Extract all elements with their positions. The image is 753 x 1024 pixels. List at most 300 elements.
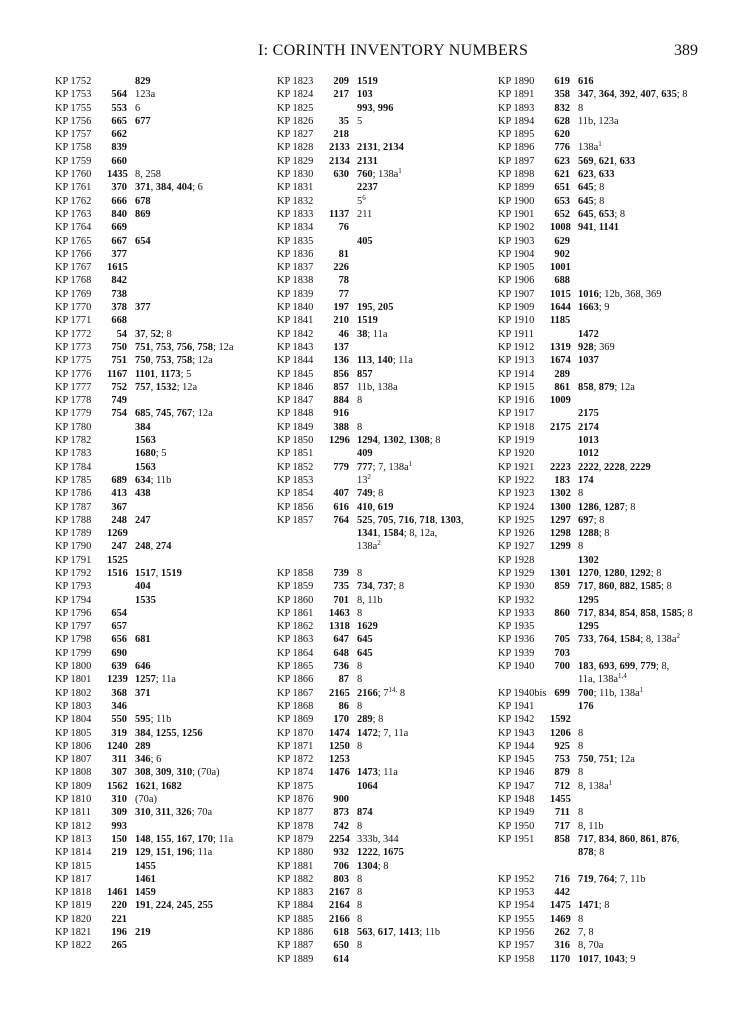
inventory-number: KP 1898: [498, 169, 535, 181]
inventory-number: KP 1762: [55, 195, 92, 207]
catalogue-number: 247: [111, 541, 127, 553]
catalogue-refs: 1017, 1043; 9: [578, 953, 636, 965]
inventory-number: KP 1894: [498, 115, 535, 127]
inventory-number: KP 1896: [498, 142, 535, 154]
index-entry: [277, 208, 507, 221]
index-entry: [498, 806, 728, 819]
index-entry: [498, 447, 728, 460]
catalogue-number: 859: [554, 581, 570, 593]
index-entry: [498, 195, 728, 208]
catalogue-refs: 8, $138a^1$: [578, 778, 613, 792]
inventory-number: KP 1790: [55, 541, 92, 553]
catalogue-number: 660: [111, 155, 127, 167]
catalogue-number: 2166: [329, 913, 350, 925]
catalogue-number: 689: [111, 474, 127, 486]
index-entry: [55, 195, 285, 208]
inventory-number: KP 1833: [277, 208, 314, 220]
index-entry: [498, 833, 728, 846]
catalogue-number: 614: [333, 953, 349, 965]
index-entry: [498, 554, 728, 567]
catalogue-number: 662: [111, 129, 127, 141]
catalogue-number: 651: [554, 182, 570, 194]
index-entry: [55, 447, 285, 460]
index-entry: [498, 75, 728, 88]
catalogue-number: 1296: [329, 435, 350, 447]
inventory-number: KP 1871: [277, 740, 314, 752]
catalogue-refs: 438: [135, 488, 151, 500]
catalogue-number: 262: [554, 927, 570, 938]
catalogue-number: 1435: [107, 169, 128, 181]
inventory-number: KP 1841: [277, 315, 314, 327]
inventory-number: KP 1775: [55, 355, 92, 367]
index-entry: [55, 806, 285, 819]
catalogue-number: 346: [111, 700, 127, 712]
catalogue-refs: 750, 751; 12a: [578, 754, 635, 766]
inventory-number: KP 1944: [498, 740, 535, 752]
catalogue-refs: 2222, 2228, 2229: [578, 461, 651, 473]
index-entry: [55, 713, 285, 726]
inventory-number: KP 1753: [55, 89, 92, 101]
catalogue-number: 78: [338, 275, 349, 287]
inventory-number: KP 1752: [55, 76, 92, 87]
inventory-number: KP 1811: [55, 807, 91, 819]
catalogue-refs: 1563: [135, 435, 156, 447]
inventory-number: KP 1924: [498, 501, 535, 513]
catalogue-refs: 645: [357, 647, 373, 659]
inventory-number: KP 1834: [277, 222, 314, 234]
index-entry: [55, 540, 285, 553]
index-entry: [498, 181, 728, 194]
catalogue-refs: 595; 11b: [135, 714, 172, 726]
catalogue-refs: 8: [578, 807, 584, 819]
catalogue-number: 1206: [550, 727, 571, 739]
index-entry: [498, 261, 728, 274]
inventory-number: KP 1819: [55, 900, 92, 912]
inventory-number: KP 1901: [498, 208, 535, 220]
inventory-number: KP 1916: [498, 395, 535, 407]
index-entry: [55, 833, 285, 846]
index-entry: [55, 554, 285, 567]
index-entry: [55, 700, 285, 713]
catalogue-number: 803: [333, 873, 349, 885]
inventory-number: KP 1913: [498, 355, 535, 367]
inventory-number: KP 1765: [55, 235, 92, 247]
index-entry: [498, 288, 728, 301]
inventory-number: KP 1927: [498, 541, 535, 553]
catalogue-number: 1299: [550, 541, 571, 553]
index-entry: [55, 687, 285, 700]
catalogue-number: 2223: [550, 461, 571, 473]
inventory-number: KP 1818: [55, 887, 92, 899]
index-entry: [55, 301, 285, 314]
index-entry: [498, 115, 728, 128]
index-entry: [498, 753, 728, 766]
index-entry: [498, 926, 728, 939]
inventory-number: KP 1853: [277, 474, 314, 486]
inventory-number: KP 1918: [498, 421, 535, 433]
catalogue-number: 35: [338, 115, 349, 127]
catalogue-number: 839: [111, 142, 127, 154]
inventory-number: KP 1899: [498, 182, 535, 194]
index-entry: [55, 766, 285, 779]
inventory-number: KP 1777: [55, 381, 92, 393]
index-entry: [498, 88, 728, 101]
index-entry: [55, 328, 285, 341]
index-entry: [277, 115, 507, 128]
catalogue-refs: 993, 996: [357, 102, 394, 114]
catalogue-refs: 616: [578, 76, 594, 87]
catalogue-refs: 1013: [578, 435, 599, 447]
inventory-number: KP 1767: [55, 262, 92, 274]
index-entry: [498, 713, 728, 726]
index-entry: [277, 328, 507, 341]
catalogue-refs: 191, 224, 245, 255: [135, 900, 213, 912]
catalogue-number: 226: [333, 262, 349, 274]
catalogue-number: 209: [333, 76, 349, 87]
index-entry: [55, 939, 285, 952]
index-entry: [498, 341, 728, 354]
index-entry: [55, 314, 285, 327]
catalogue-refs: 645, 653; 8: [578, 208, 626, 220]
index-entry: [55, 88, 285, 101]
catalogue-refs: 654: [135, 235, 151, 247]
catalogue-refs: 750, 753, 758; 12a: [135, 355, 213, 367]
catalogue-number: 388: [333, 421, 349, 433]
catalogue-number: 1298: [550, 528, 571, 540]
catalogue-number: 1674: [550, 355, 571, 367]
index-entry: [55, 181, 285, 194]
catalogue-refs: 148, 155, 167, 170; 11a: [135, 833, 234, 845]
index-entry: [277, 687, 507, 700]
index-entry: [55, 899, 285, 912]
catalogue-number: 413: [111, 488, 127, 500]
index-entry: [277, 235, 507, 248]
catalogue-number: 137: [333, 341, 349, 353]
index-entry: [277, 181, 507, 194]
catalogue-number: 993: [111, 820, 127, 832]
catalogue-number: 136: [333, 355, 349, 367]
catalogue-number: 54: [116, 328, 127, 340]
catalogue-refs: 113, 140; 11a: [357, 355, 413, 367]
catalogue-number: 1469: [550, 913, 571, 925]
catalogue-number: 368: [111, 687, 127, 699]
inventory-number: KP 1947: [498, 780, 535, 792]
catalogue-number: 1167: [107, 368, 128, 380]
inventory-number: KP 1810: [55, 794, 92, 806]
index-entry: [498, 660, 728, 673]
inventory-number: KP 1939: [498, 647, 535, 659]
catalogue-number: 764: [333, 514, 349, 526]
index-entry: [55, 846, 285, 859]
catalogue-number: 319: [111, 727, 127, 739]
index-entry: [55, 407, 285, 420]
inventory-number: KP 1910: [498, 315, 535, 327]
inventory-number: KP 1930: [498, 581, 535, 593]
index-entry: [277, 407, 507, 420]
catalogue-refs: 1535: [135, 594, 156, 606]
index-entry: [277, 447, 507, 460]
catalogue-number: 2165: [329, 687, 350, 699]
catalogue-refs: 384: [135, 421, 151, 433]
inventory-number: KP 1835: [277, 235, 314, 247]
inventory-number: KP 1813: [55, 833, 92, 845]
catalogue-refs: 248, 274: [135, 541, 172, 553]
catalogue-number: 648: [333, 647, 349, 659]
catalogue-number: 1475: [550, 900, 571, 912]
index-entry: [277, 394, 507, 407]
index-entry: [55, 860, 285, 873]
inventory-number: KP 1780: [55, 421, 92, 433]
inventory-number: KP 1821: [55, 927, 92, 938]
catalogue-number: 639: [111, 661, 127, 673]
inventory-number: KP 1854: [277, 488, 314, 500]
inventory-number: KP 1876: [277, 794, 314, 806]
catalogue-number: 749: [111, 395, 127, 407]
catalogue-number: 925: [554, 740, 570, 752]
catalogue-number: 1644: [550, 302, 571, 314]
inventory-number: KP 1909: [498, 302, 535, 314]
catalogue-refs: 346; 6: [135, 754, 162, 766]
inventory-number: KP 1827: [277, 129, 314, 141]
inventory-number: KP 1794: [55, 594, 92, 606]
catalogue-refs: 869: [135, 208, 151, 220]
inventory-number: KP 1807: [55, 754, 92, 766]
index-entry: [55, 235, 285, 248]
index-entry: [55, 221, 285, 234]
catalogue-number: 46: [338, 328, 349, 340]
catalogue-refs: 1012: [578, 448, 599, 460]
catalogue-number: 316: [554, 940, 570, 952]
catalogue-number: 553: [111, 102, 127, 114]
index-entry: [277, 514, 507, 527]
catalogue-number: 669: [111, 222, 127, 234]
catalogue-number: 1008: [550, 222, 571, 234]
index-entry: [277, 886, 507, 899]
index-entry: [277, 753, 507, 766]
catalogue-refs: 410, 619: [357, 501, 394, 513]
catalogue-number: 1239: [107, 674, 128, 686]
catalogue-number: 703: [554, 647, 570, 659]
index-entry: [277, 806, 507, 819]
inventory-number: KP 1877: [277, 807, 314, 819]
catalogue-refs: 1472; 7, 11a: [357, 727, 409, 739]
index-entry: [277, 421, 507, 434]
index-entry: [55, 727, 285, 740]
catalogue-refs: 563, 617, 1413; 11b: [357, 927, 441, 938]
catalogue-number: 289: [554, 368, 570, 380]
catalogue-number: 2167: [329, 887, 350, 899]
catalogue-number: 1302: [550, 488, 571, 500]
inventory-number: KP 1895: [498, 129, 535, 141]
catalogue-refs: 183, 693, 699, 779; 8,: [578, 661, 670, 673]
index-entry: [55, 102, 285, 115]
catalogue-number: 742: [333, 820, 349, 832]
inventory-number: KP 1842: [277, 328, 314, 340]
index-entry: [277, 846, 507, 859]
catalogue-refs: 8: [357, 820, 363, 832]
catalogue-refs: 195, 205: [357, 302, 394, 314]
inventory-number: KP 1912: [498, 341, 535, 353]
inventory-number: KP 1812: [55, 820, 92, 832]
inventory-number: KP 1948: [498, 794, 535, 806]
catalogue-number: 665: [111, 115, 127, 127]
index-entry: [277, 501, 507, 514]
index-entry: [277, 820, 507, 833]
index-entry: [55, 740, 285, 753]
inventory-number: KP 1771: [55, 315, 92, 327]
catalogue-refs: 123a: [135, 89, 156, 101]
catalogue-number: 1170: [550, 953, 571, 965]
catalogue-number: 1240: [107, 740, 128, 752]
catalogue-refs: 8: [357, 740, 363, 752]
inventory-number: KP 1883: [277, 887, 314, 899]
index-entry: [55, 633, 285, 646]
catalogue-number: 699: [554, 687, 570, 699]
inventory-number: KP 1956: [498, 927, 535, 938]
catalogue-refs: 405: [357, 235, 373, 247]
catalogue-number: 564: [111, 89, 127, 101]
row-spacer: [277, 554, 507, 567]
catalogue-number: 1463: [329, 607, 350, 619]
catalogue-number: 736: [333, 661, 349, 673]
catalogue-number: 210: [333, 315, 349, 327]
inventory-number: KP 1844: [277, 355, 314, 367]
catalogue-number: 705: [554, 634, 570, 646]
catalogue-refs: 1302: [578, 554, 599, 566]
inventory-number: KP 1911: [498, 328, 534, 340]
index-entry: [277, 939, 507, 952]
inventory-number: KP 1946: [498, 767, 535, 779]
catalogue-number: 217: [333, 89, 349, 101]
index-entry: [55, 620, 285, 633]
inventory-number: KP 1940: [498, 661, 535, 673]
index-entry: [498, 248, 728, 261]
catalogue-refs: 8: [357, 700, 363, 712]
catalogue-number: 647: [333, 634, 349, 646]
catalogue-refs: 1680; 5: [135, 448, 167, 460]
index-entry: [498, 647, 728, 660]
index-entry: [55, 594, 285, 607]
inventory-number: KP 1758: [55, 142, 92, 154]
inventory-number: KP 1783: [55, 448, 92, 460]
index-entry: [498, 780, 728, 793]
catalogue-refs: 928; 369: [578, 341, 615, 353]
index-entry: [55, 913, 285, 926]
catalogue-refs: 371, 384, 404; 6: [135, 182, 203, 194]
catalogue-number: 916: [333, 408, 349, 420]
catalogue-refs: $5^6$: [357, 193, 366, 207]
inventory-number: KP 1847: [277, 395, 314, 407]
inventory-number: KP 1817: [55, 873, 92, 885]
inventory-number: KP 1808: [55, 767, 92, 779]
catalogue-number: 738: [111, 288, 127, 300]
catalogue-refs: 247: [135, 514, 151, 526]
inventory-number: KP 1860: [277, 594, 314, 606]
catalogue-refs: 734, 737; 8: [357, 581, 405, 593]
index-entry: [277, 527, 507, 540]
inventory-number: KP 1949: [498, 807, 535, 819]
index-entry: [55, 168, 285, 181]
catalogue-refs: 2174: [578, 421, 599, 433]
index-entry: [498, 354, 728, 367]
catalogue-refs: 717, 834, 854, 858, 1585; 8: [578, 607, 693, 619]
index-entry: [55, 820, 285, 833]
catalogue-number: 1516: [107, 567, 128, 579]
index-entry: [498, 846, 728, 859]
inventory-number: KP 1943: [498, 727, 535, 739]
index-entry: [277, 647, 507, 660]
index-entry: [498, 474, 728, 487]
index-entry: [498, 461, 728, 474]
index-entry: [55, 514, 285, 527]
catalogue-refs: 874: [357, 807, 373, 819]
index-entry: [277, 314, 507, 327]
inventory-number: KP 1955: [498, 913, 535, 925]
inventory-number: KP 1920: [498, 448, 535, 460]
index-entry: [55, 607, 285, 620]
index-entry: [277, 102, 507, 115]
catalogue-number: 1615: [107, 262, 128, 274]
index-entry: [277, 620, 507, 633]
catalogue-refs: 858, 879; 12a: [578, 381, 635, 393]
catalogue-refs: 749; 8: [357, 488, 384, 500]
inventory-number: KP 1761: [55, 182, 92, 194]
inventory-number: KP 1914: [498, 368, 535, 380]
catalogue-number: 2164: [329, 900, 350, 912]
index-entry: [277, 75, 507, 88]
inventory-number: KP 1869: [277, 714, 314, 726]
catalogue-number: 711: [554, 807, 570, 819]
catalogue-refs: 8: [578, 727, 584, 739]
catalogue-number: 650: [333, 940, 349, 952]
index-entry: [277, 899, 507, 912]
index-entry: [498, 314, 728, 327]
inventory-number: KP 1839: [277, 288, 314, 300]
catalogue-number: 656: [111, 634, 127, 646]
inventory-number: KP 1957: [498, 940, 535, 952]
catalogue-number: 1301: [550, 567, 571, 579]
index-entry: [55, 873, 285, 886]
index-entry: [498, 301, 728, 314]
inventory-number: KP 1823: [277, 76, 314, 87]
index-entry: [277, 633, 507, 646]
index-entry: [55, 208, 285, 221]
inventory-number: KP 1763: [55, 208, 92, 220]
inventory-number: KP 1824: [277, 89, 314, 101]
catalogue-number: 311: [111, 754, 127, 766]
inventory-number: KP 1929: [498, 567, 535, 579]
inventory-number: KP 1886: [277, 927, 314, 938]
index-entry: [498, 793, 728, 806]
catalogue-refs: 2175: [578, 408, 599, 420]
catalogue-number: 2254: [329, 833, 350, 845]
catalogue-refs: 6: [135, 102, 141, 114]
catalogue-number: 688: [554, 275, 570, 287]
inventory-number: KP 1785: [55, 474, 92, 486]
catalogue-refs: 1455: [135, 860, 156, 872]
page-number: 389: [674, 42, 698, 59]
catalogue-refs: 8: [357, 940, 363, 952]
inventory-number: KP 1838: [277, 275, 314, 287]
catalogue-refs: 646: [135, 661, 151, 673]
catalogue-number: 550: [111, 714, 127, 726]
catalogue-refs: 211: [357, 208, 373, 220]
catalogue-refs: 1461: [135, 873, 156, 885]
inventory-number: KP 1935: [498, 621, 535, 633]
catalogue-refs: 941, 1141: [578, 222, 620, 234]
index-entry: [277, 873, 507, 886]
index-entry: [277, 221, 507, 234]
